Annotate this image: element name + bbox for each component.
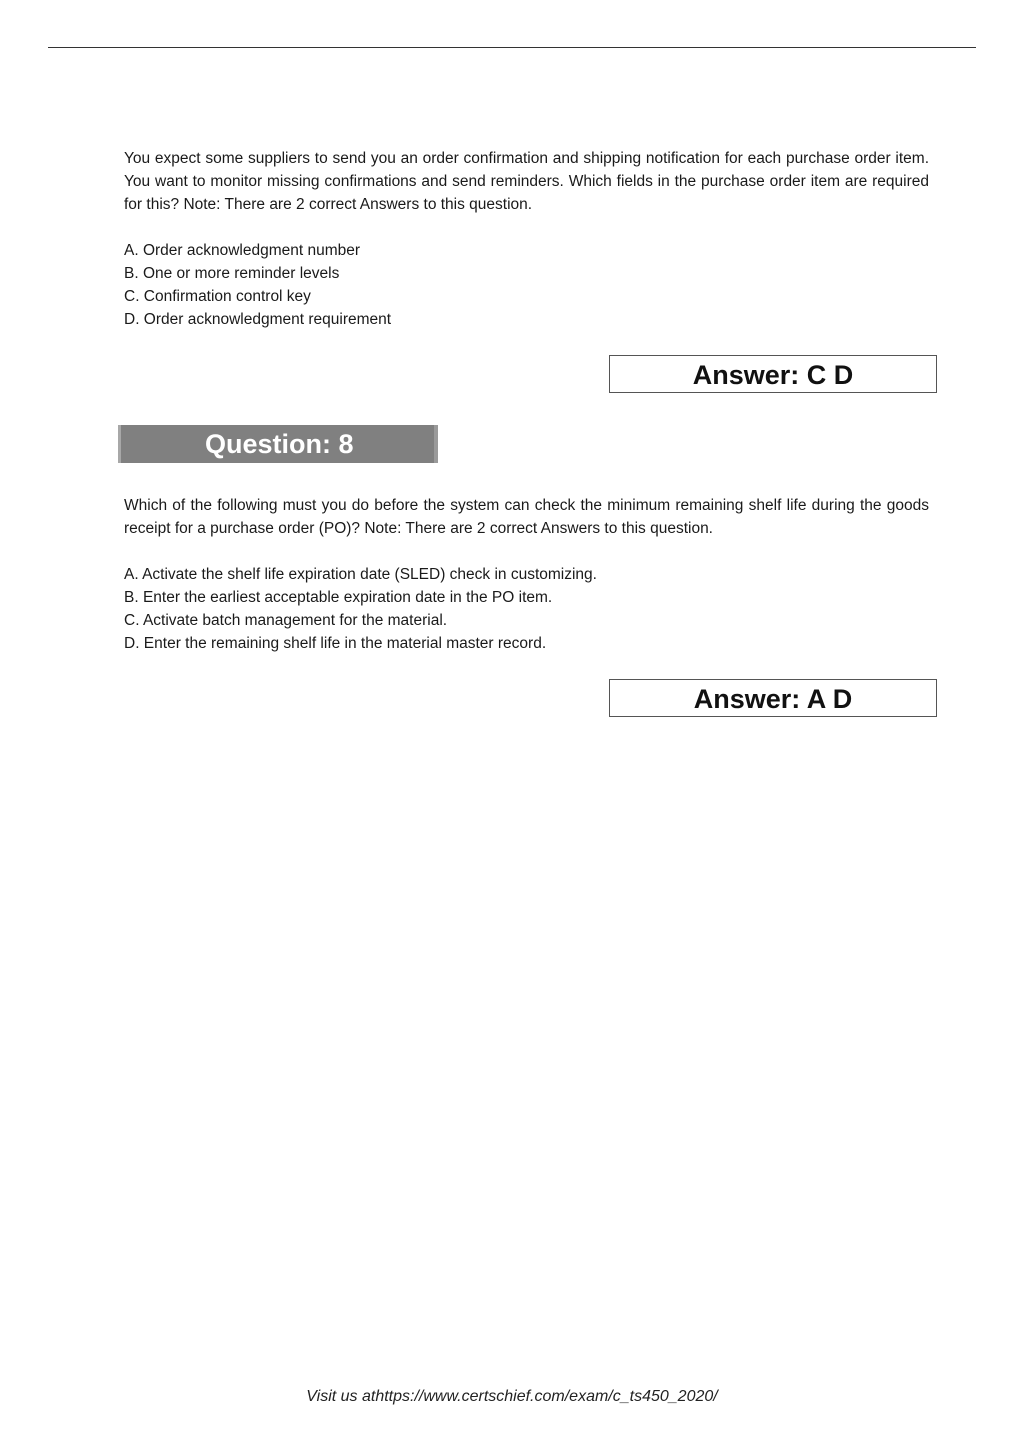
question-7-options [124, 239, 929, 331]
top-divider [48, 47, 976, 48]
question-8-header: Question: 8 [118, 425, 438, 463]
question-8-text: Which of the following must you do before the system can check the minimum remaining shelf life during the goods receipt for a purchase order (PO)? Note: There are 2 correct Answers to this question. [124, 497, 929, 537]
question-8-answer: Answer: A D [609, 679, 937, 717]
question-7-answer: Answer: C D [609, 355, 937, 393]
option-a: A. Activate the shelf life expiration date (SLED) check in customizing. [124, 566, 597, 583]
question-8-options [124, 563, 929, 655]
option-b: B. Enter the earliest acceptable expiration date in the PO item. [124, 589, 553, 606]
question-7-text: You expect some suppliers to send you an order confirmation and shipping notification for each purchase order item. You want to monitor missing confirmations and send reminders. Which fields in the purchase order item are required for this? Note: There are 2 correct Answers to this question. [124, 150, 929, 213]
footer-link-text: Visit us athttps://www.certschief.com/exam/c_ts450_2020/ [306, 1388, 718, 1405]
option-c: C. Activate batch management for the material. [124, 612, 448, 629]
option-a: A. Order acknowledgment number [124, 242, 361, 259]
option-d: D. Order acknowledgment requirement [124, 311, 392, 328]
option-d: D. Enter the remaining shelf life in the material master record. [124, 635, 547, 652]
option-b: B. One or more reminder levels [124, 265, 340, 282]
option-c: C. Confirmation control key [124, 288, 311, 305]
